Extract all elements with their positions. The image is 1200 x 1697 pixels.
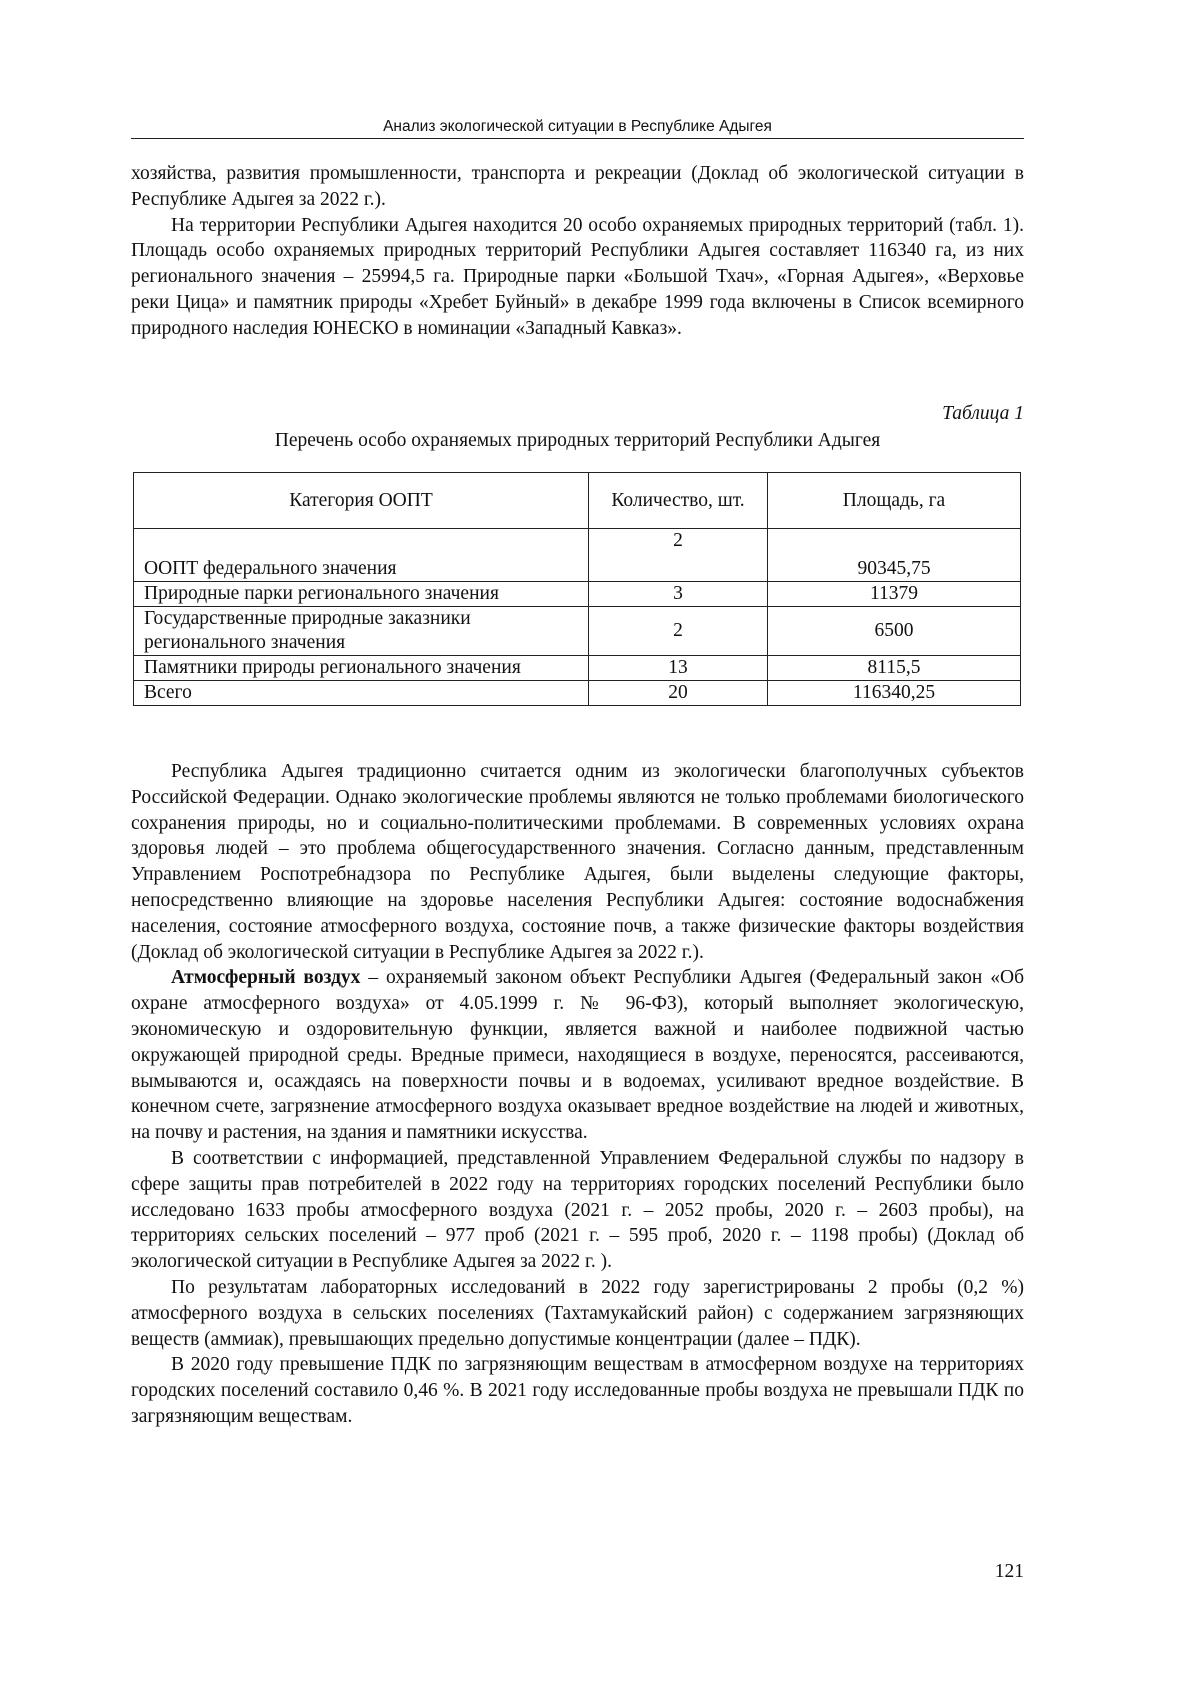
- table-cell: 13: [589, 656, 768, 681]
- intro-text: [131, 161, 1024, 342]
- table-cell: Памятники природы регионального значения: [134, 656, 589, 681]
- paragraph: [131, 965, 1024, 1146]
- table-cell: 3: [589, 582, 768, 607]
- header-cell: Площадь, га: [768, 473, 1021, 529]
- table-cell: 8115,5: [768, 656, 1021, 681]
- table-cell: 20: [589, 681, 768, 706]
- table-row: [134, 529, 1021, 582]
- running-header: Анализ экологической ситуации в Республике Адыгея: [383, 118, 772, 135]
- paragraph: По результатам лабораторных исследований в 2022 году зарегистрированы 2 пробы (0,2 %) атмосферного воздуха в сельских поселениях (Тахтамукайский район) с содержанием загрязняющих веществ (аммиак), превышающих предельно допустимые концентрации (далее – ПДК).: [131, 1276, 1024, 1350]
- protected-areas-table: [133, 472, 1021, 706]
- table-cell: Государственные природные заказники регионального значения: [134, 607, 589, 656]
- table-cell: 90345,75: [768, 529, 1021, 582]
- table-row: [134, 681, 1021, 706]
- table-cell: ООПТ федерального значения: [134, 529, 589, 582]
- paragraph: В соответствии с информацией, представленной Управлением Федеральной службы по надзору в сфере защиты прав потребителей в 2022 году на территориях городских поселений Республики было исследовано 1633 пробы атмосферного воздуха (2021 г. – 2052 пробы, 2020 г. – 2603 пробы), на территориях сельских поселений – 977 проб (2021 г. – 595 проб, 2020 г. – 1198 пробы) (Доклад об экологической ситуации в Республике Адыгея за 2022 г. ).: [131, 1147, 1024, 1273]
- header-cell: Категория ООПТ: [134, 473, 589, 529]
- table-cell: 6500: [768, 607, 1021, 656]
- term-bold: Атмосферный воздух: [171, 967, 361, 989]
- table-cell: Природные парки регионального значения: [134, 582, 589, 607]
- table-row: [134, 582, 1021, 607]
- table-row: [134, 607, 1021, 656]
- header-cell: Количество, шт.: [589, 473, 768, 529]
- table-cell: 2: [589, 607, 768, 656]
- table-header-row: [134, 473, 1021, 529]
- table-row: [134, 656, 1021, 681]
- table-caption: Перечень особо охраняемых природных территорий Республики Адыгея: [274, 430, 881, 451]
- table-cell: 2: [589, 529, 768, 582]
- paragraph: хозяйства, развития промышленности, транспорта и рекреации (Доклад об экологической ситуации в Республике Адыгея за 2022 г.).: [131, 163, 1024, 210]
- table-cell: 116340,25: [768, 681, 1021, 706]
- table-cell: Всего: [134, 681, 589, 706]
- table-label: Таблица 1: [942, 403, 1024, 424]
- paragraph: На территории Республики Адыгея находится 20 особо охраняемых природных территорий (табл. 1). Площадь особо охраняемых природных территорий Республики Адыгея составляет 116340 га, из них регионального значения – 25994,5 га. Природные парки «Большой Тхач», «Горная Адыгея», «Верховье реки Цица» и памятник природы «Хребет Буйный» в декабре 1999 года включены в Список всемирного природного наследия ЮНЕСКО в номинации «Западный Кавказ».: [131, 214, 1024, 339]
- page-number: 121: [994, 1561, 1024, 1582]
- paragraph: В 2020 году превышение ПДК по загрязняющим веществам в атмосферном воздухе на территориях городских поселений составило 0,46 %. В 2021 году исследованные пробы воздуха не превышали ПДК по загрязняющим веществам.: [131, 1354, 1024, 1427]
- table-cell: 11379: [768, 582, 1021, 607]
- paragraph: Республика Адыгея традиционно считается одним из экологически благополучных субъектов Российской Федерации. Однако экологические проблемы являются не только проблемами биологического сохранения природы, но и социально-политическими проблемами. В современных условиях охрана здоровья людей – это проблема общегосударственного значения. Согласно данным, представленным Управлением Роспотребнадзора по Республике Адыгея, были выделены следующие факторы, непосредственно влияющие на здоровье населения Республики Адыгея: состояние водоснабжения населения, состояние атмосферного воздуха, состояние почв, а также физические факторы воздействия (Доклад об экологической ситуации в Республике Адыгея за 2022 г.).: [131, 761, 1024, 963]
- body-text: [131, 759, 1024, 1430]
- header-rule: [131, 138, 1024, 139]
- paragraph-rest: – охраняемый законом объект Республики Адыгея (Федеральный закон «Об охране атмосферного воздуха» от 4.05.1999 г. № 96-ФЗ), который выполняет экологическую, экономическую и оздоровительную функции, является важной и наиболее подвижной частью окружающей природной среды. Вредные примеси, находящиеся в воздухе, переносятся, рассеиваются, вымываются и, осаждаясь на поверхности почвы и в водоемах, усиливают вредное воздействие. В конечном счете, загрязнение атмосферного воздуха оказывает вредное воздействие на людей и животных, на почву и растения, на здания и памятники искусства.: [131, 967, 1025, 1144]
